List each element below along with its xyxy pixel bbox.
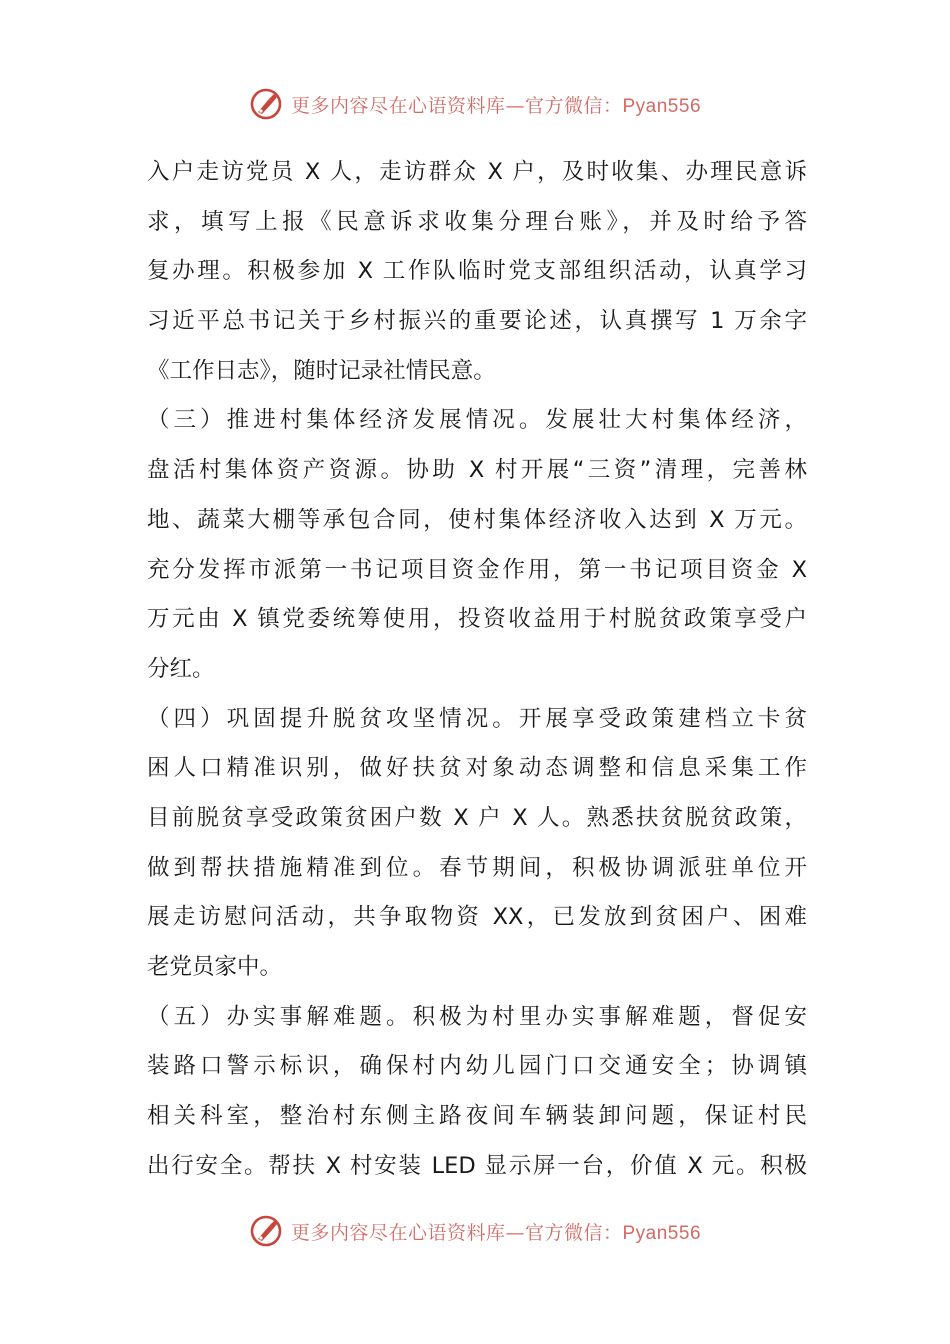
document-body — [147, 148, 807, 1191]
text-line: （五）办实事解难题。积极为村里办实事解难题，督促安 — [147, 1003, 807, 1030]
text-line: 出行安全。帮扶 X 村安装 LED 显示屏一台，价值 X 元。积极 — [147, 1152, 807, 1179]
text-line: 展走访慰问活动，共争取物资 XX，已发放到贫困户、困难 — [147, 904, 807, 931]
text-line: 做到帮扶措施精准到位。春节期间，积极协调派驻单位开 — [147, 854, 807, 881]
pen-nib-logo-icon — [249, 87, 283, 121]
text-line: 困人口精准识别，做好扶贫对象动态调整和信息采集工作 — [147, 755, 807, 782]
text-line: 相关科室，整治村东侧主路夜间车辆装卸问题，保证村民 — [147, 1103, 807, 1130]
watermark-text: 更多内容尽在心语资料库—官方微信：Pyan556 — [290, 94, 702, 117]
text-line: 盘活村集体资产资源。协助 X 村开展“三资”清理，完善林 — [147, 457, 807, 484]
header-watermark — [0, 86, 950, 122]
text-line: （三）推进村集体经济发展情况。发展壮大村集体经济， — [147, 407, 807, 434]
text-line: 《工作日志》，随时记录社情民意。 — [147, 357, 496, 384]
text-line: 万元由 X 镇党委统筹使用，投资收益用于村脱贫政策享受户 — [147, 606, 807, 633]
text-line: 求，填写上报《民意诉求收集分理台账》，并及时给予答 — [147, 208, 807, 235]
pen-nib-logo-icon — [249, 1214, 283, 1248]
text-line: 老党员家中。 — [147, 954, 283, 980]
text-line: 目前脱贫享受政策贫困户数 X 户 X 人。熟悉扶贫脱贫政策， — [147, 804, 807, 831]
text-line: 地、蔬菜大棚等承包合同，使村集体经济收入达到 X 万元。 — [147, 506, 807, 533]
text-line: 分红。 — [147, 655, 215, 682]
wechat-id: Pyan556 — [622, 1222, 702, 1244]
text-line: 入户走访党员 X 人，走访群众 X 户，及时收集、办理民意诉 — [147, 159, 807, 185]
footer-watermark — [0, 1213, 950, 1249]
text-line: 复办理。积极参加 X 工作队临时党支部组织活动，认真学习 — [147, 258, 807, 285]
text-line: 习近平总书记关于乡村振兴的重要论述，认真撰写 1 万余字 — [147, 308, 807, 335]
text-line: （四）巩固提升脱贫攻坚情况。开展享受政策建档立卡贫 — [147, 705, 807, 732]
wechat-id: Pyan556 — [622, 95, 702, 117]
watermark-text: 更多内容尽在心语资料库—官方微信：Pyan556 — [290, 1221, 702, 1244]
text-line: 充分发挥市派第一书记项目资金作用，第一书记项目资金 X — [147, 556, 807, 583]
text-line: 装路口警示标识，确保村内幼儿园门口交通安全；协调镇 — [147, 1053, 807, 1080]
